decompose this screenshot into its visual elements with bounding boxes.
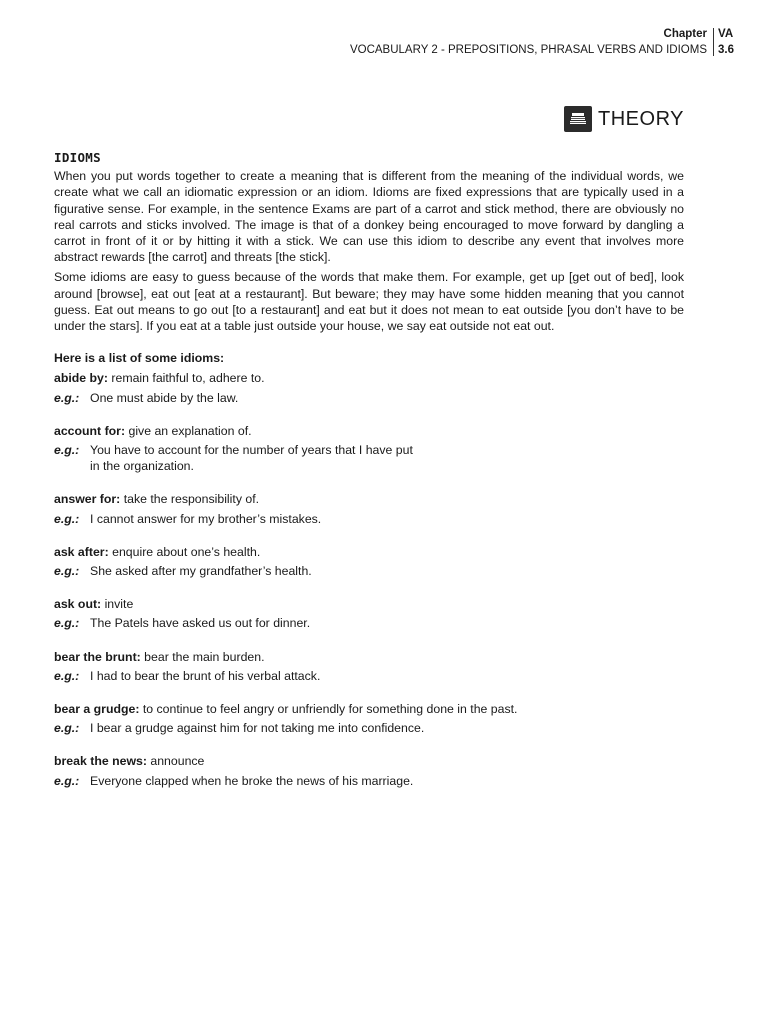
idiom-entry bbox=[54, 701, 684, 736]
idiom-entry bbox=[54, 544, 684, 579]
idiom-entry bbox=[54, 370, 684, 405]
chapter-code: VA bbox=[718, 28, 734, 40]
intro-paragraph: Some idioms are easy to guess because of the words that make them. For example, get up [get out of bed], look around [browse], eat out [eat at a restaurant]. But beware; they may have some hidden meaning that you cannot guess. Eat out means to go out [to a restaurant] and eat but it does not mean to eat outside [you don’t have to be under the stars]. If you eat at a table just outside your house, we say eat outside not eat out. bbox=[54, 270, 684, 334]
idiom-definition: enquire about one’s health. bbox=[108, 544, 261, 559]
idiom-entry bbox=[54, 596, 684, 631]
idiom-term: answer for: bbox=[54, 492, 121, 507]
idiom-definition: invite bbox=[101, 597, 134, 612]
example-label: e.g.: bbox=[54, 668, 80, 683]
idiom-definition-line bbox=[54, 753, 684, 769]
idiom-definition: take the responsibility of. bbox=[120, 492, 260, 507]
idiom-term: break the news: bbox=[54, 754, 147, 769]
idiom-definition: give an explanation of. bbox=[125, 423, 252, 438]
idiom-definition-line bbox=[54, 701, 684, 717]
idiom-definition-line bbox=[54, 596, 684, 612]
idiom-example: One must abide by the law. bbox=[90, 390, 239, 405]
example-label: e.g.: bbox=[54, 616, 80, 631]
idiom-example: You have to account for the number of years that I have put in the organization. bbox=[90, 443, 413, 474]
idiom-example: I cannot answer for my brother’s mistakes. bbox=[90, 511, 322, 526]
idiom-term: ask after: bbox=[54, 544, 109, 559]
idiom-term: bear a grudge: bbox=[54, 702, 140, 717]
header-left bbox=[350, 26, 713, 58]
idiom-term: account for: bbox=[54, 423, 126, 438]
idiom-definition: remain faithful to, adhere to. bbox=[107, 371, 265, 386]
section-title: IDIOMS bbox=[54, 150, 101, 165]
section-number: 3.6 bbox=[718, 44, 734, 56]
example-label: e.g.: bbox=[54, 443, 80, 458]
idiom-definition: bear the main burden. bbox=[140, 649, 265, 664]
chapter-label: Chapter bbox=[663, 28, 707, 40]
example-label: e.g.: bbox=[54, 390, 80, 405]
idiom-example-line bbox=[54, 442, 684, 474]
idiom-definition-line bbox=[54, 370, 684, 386]
idiom-definition-line bbox=[54, 423, 684, 439]
idiom-example-line bbox=[54, 668, 684, 684]
idiom-example: The Patels have asked us out for dinner. bbox=[90, 616, 311, 631]
example-label: e.g.: bbox=[54, 721, 80, 736]
idiom-term: abide by: bbox=[54, 371, 108, 386]
intro-paragraph: When you put words together to create a meaning that is different from the meaning of the individual words, we create what we call an idiomatic expression or an idiom. Idioms are fixed expressions that are typically used in a figurative sense. For example, in the sentence Exams are part of a carrot and stick method, there are obviously no real carrots and sticks involved. The image is that of a donkey being encouraged to move forward by dangling a carrot in front of it or by hitting it with a stick. We can use this idiom to describe any event that involves more abstract rewards [the carrot] and threats [the stick]. bbox=[54, 169, 684, 265]
book-stack-icon bbox=[564, 106, 592, 132]
header-divider bbox=[713, 28, 714, 56]
idiom-example-line bbox=[54, 615, 684, 631]
theory-label: THEORY bbox=[598, 107, 684, 130]
idiom-example-line bbox=[54, 511, 684, 527]
idiom-entry bbox=[54, 649, 684, 684]
idiom-example-line bbox=[54, 563, 684, 579]
idiom-list bbox=[54, 370, 684, 788]
idiom-term: bear the brunt: bbox=[54, 649, 141, 664]
idiom-example: She asked after my grandfather’s health. bbox=[90, 564, 312, 579]
header-right bbox=[718, 26, 734, 58]
chapter-title: VOCABULARY 2 - PREPOSITIONS, PHRASAL VERBS AND IDIOMS bbox=[349, 44, 707, 56]
idiom-example-line bbox=[54, 720, 684, 736]
idiom-definition: announce bbox=[146, 754, 205, 769]
idiom-entry bbox=[54, 753, 684, 788]
idiom-example-line bbox=[54, 773, 684, 789]
main-content bbox=[54, 150, 684, 806]
idiom-definition: to continue to feel angry or unfriendly for something done in the past. bbox=[139, 702, 518, 717]
idiom-definition-line bbox=[54, 649, 684, 665]
idiom-example: I bear a grudge against him for not taking me into confidence. bbox=[90, 721, 425, 736]
example-label: e.g.: bbox=[54, 564, 80, 579]
theory-banner bbox=[564, 106, 684, 132]
example-label: e.g.: bbox=[54, 511, 80, 526]
page-header bbox=[350, 26, 734, 58]
idiom-entry bbox=[54, 491, 684, 526]
idiom-list-title: Here is a list of some idioms: bbox=[54, 351, 225, 366]
example-label: e.g.: bbox=[54, 773, 80, 788]
idiom-example: I had to bear the brunt of his verbal attack. bbox=[90, 668, 321, 683]
idiom-definition-line bbox=[54, 491, 684, 507]
idiom-example: Everyone clapped when he broke the news of his marriage. bbox=[90, 773, 414, 788]
idiom-entry bbox=[54, 423, 684, 475]
idiom-term: ask out: bbox=[54, 597, 102, 612]
idiom-example-line bbox=[54, 390, 684, 406]
idiom-definition-line bbox=[54, 544, 684, 560]
